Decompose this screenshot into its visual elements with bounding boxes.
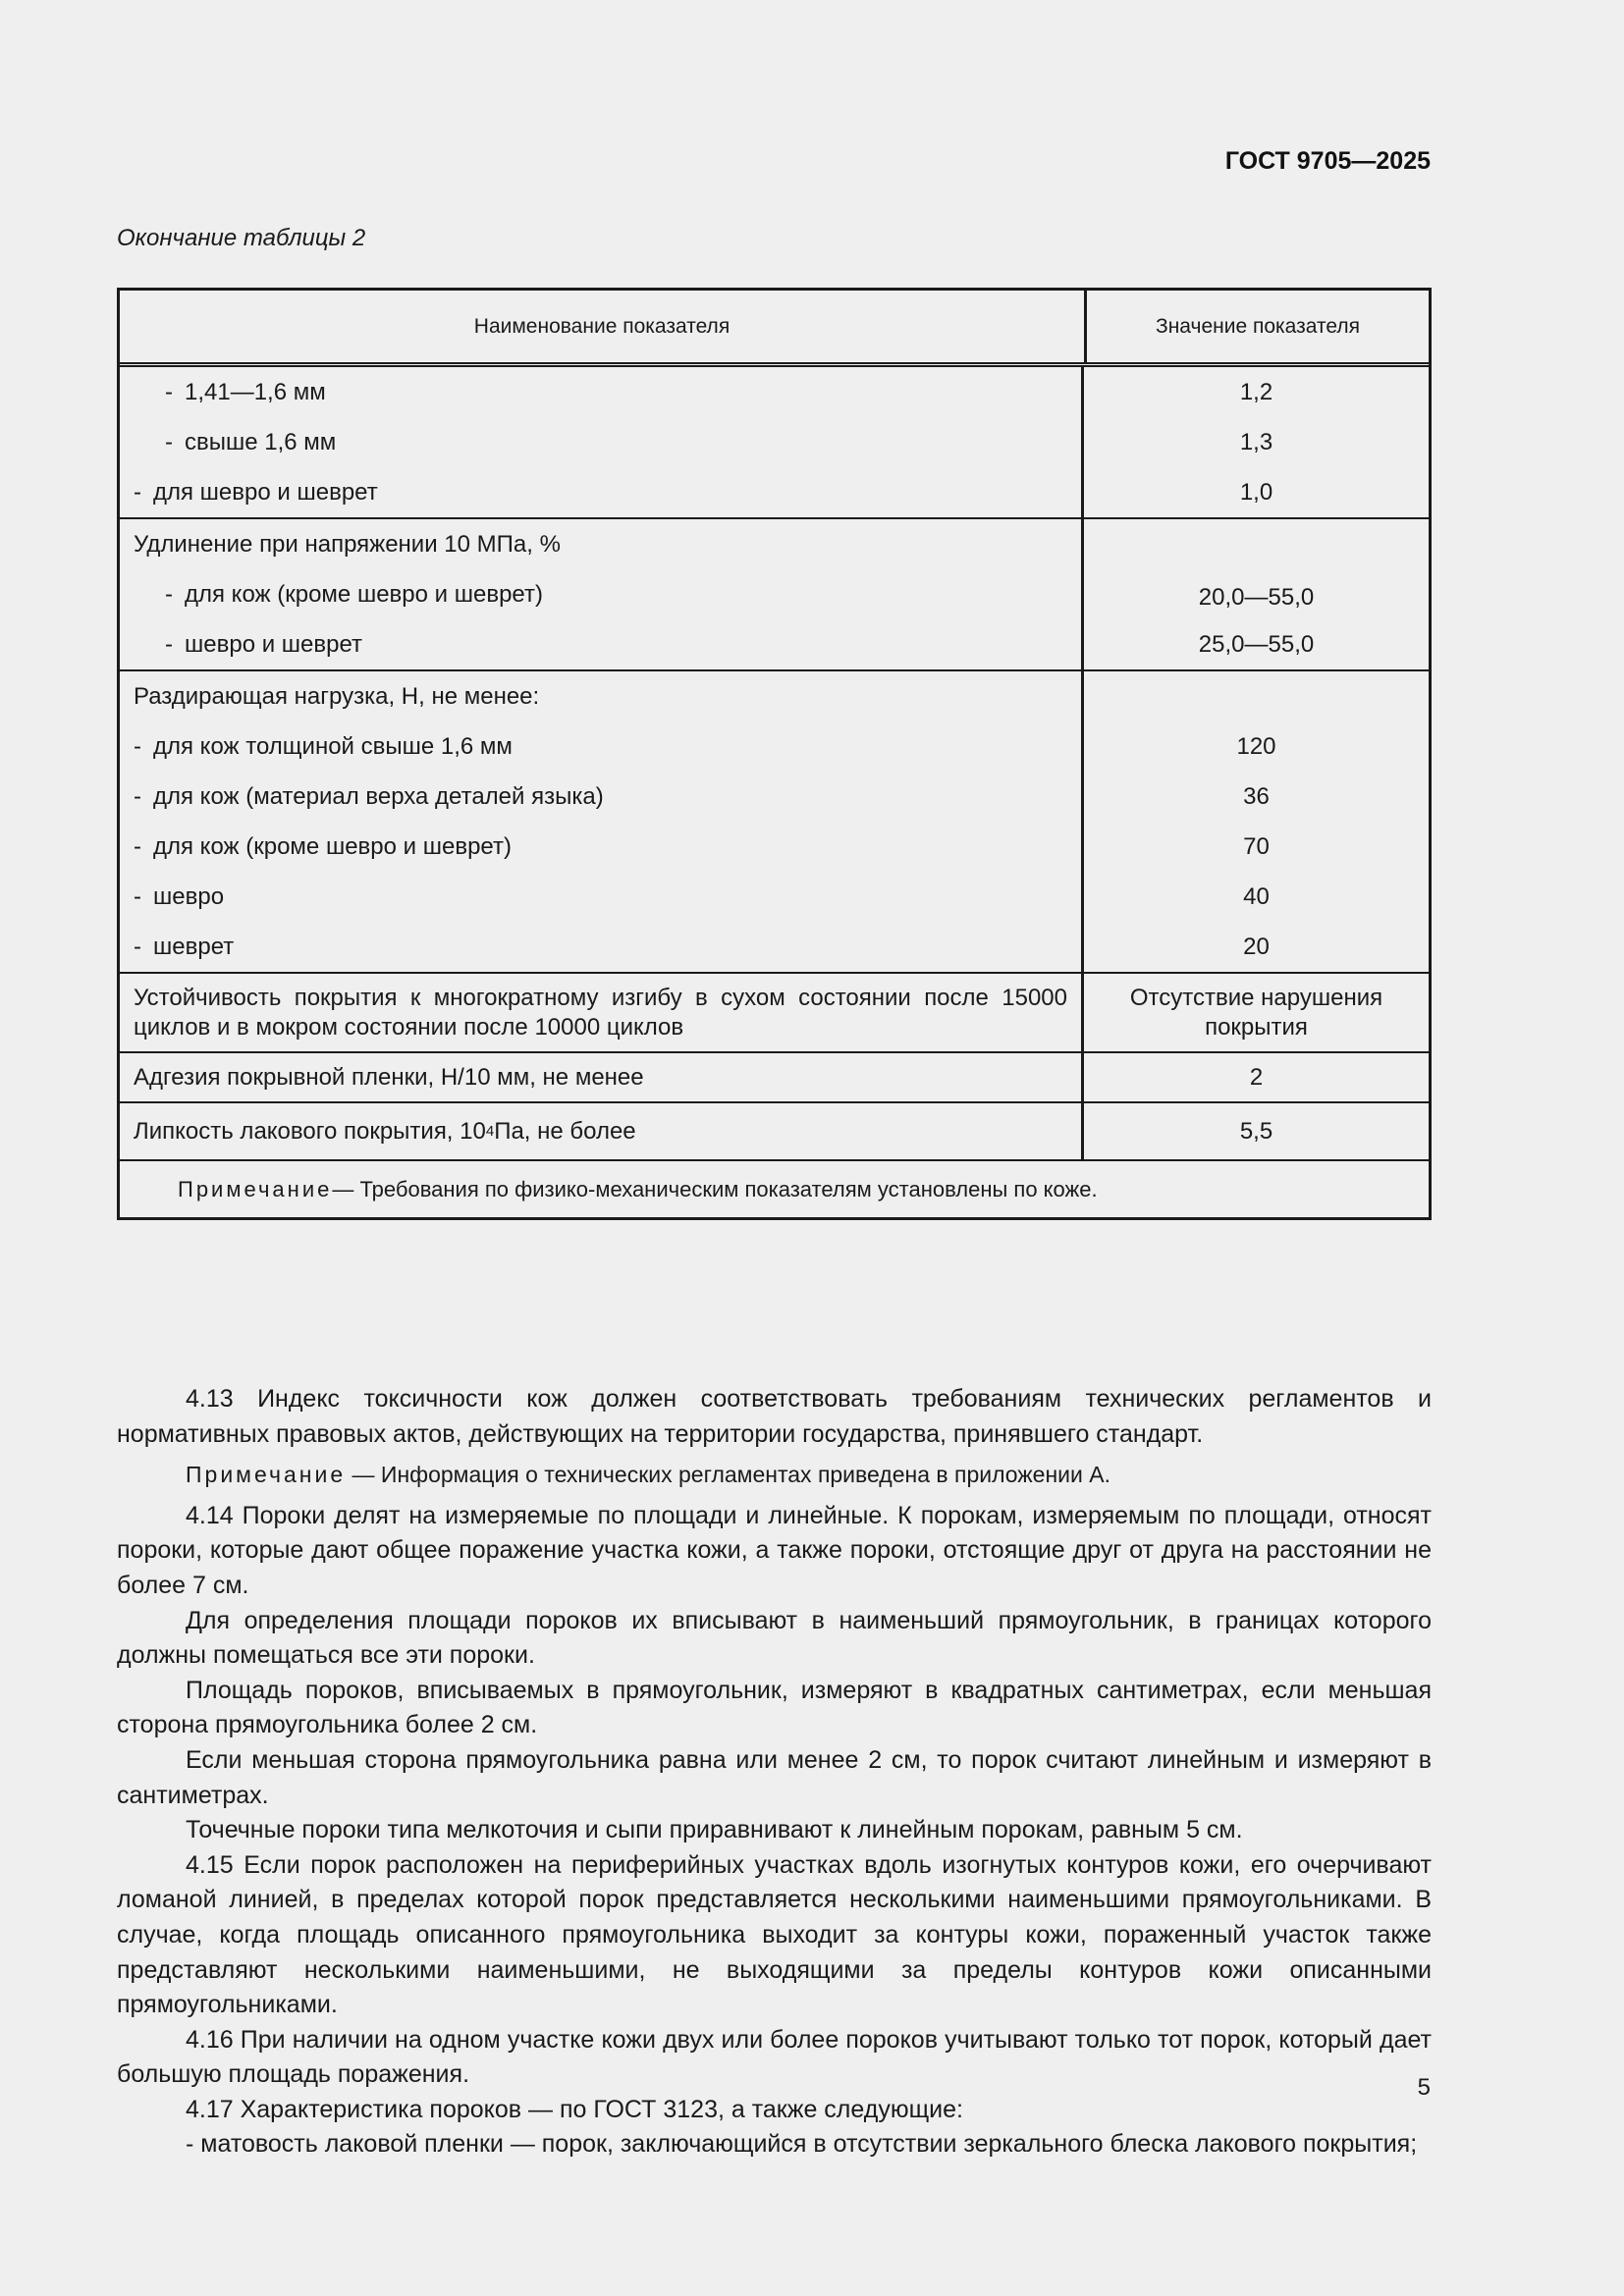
paragraph-4-14-e: Точечные пороки типа мелкоточия и сыпи приравнивают к линейным порокам, равным 5 см.: [186, 1816, 1243, 1844]
table-row: - свыше 1,6 мм: [165, 428, 337, 455]
table-cell-value: 5,5: [1239, 1117, 1273, 1145]
table-caption: Окончание таблицы 2: [117, 225, 366, 251]
note-technical-regulations: Примечание — Информация о технических регламентах приведена в приложении А.: [186, 1462, 1110, 1488]
table-cell-empty: [1084, 671, 1429, 721]
table-group-title: Удлинение при напряжении 10 МПа, %: [134, 530, 561, 558]
table-cell-value: 25,0—55,0: [1198, 630, 1315, 658]
table-cell-value: 1,3: [1239, 428, 1273, 455]
table-row: - шеврет: [134, 933, 235, 960]
table-group-elongation: [120, 519, 1429, 671]
body-text: [117, 1382, 1432, 2163]
column-header-value: Значение показателя: [1156, 314, 1360, 338]
table-group-tear-load: [120, 671, 1429, 974]
table-row: - шевро: [134, 882, 225, 910]
table-cell-value: 20,0—55,0: [1198, 583, 1315, 611]
table-cell-value: Отсутствие нарушения покрытия: [1129, 984, 1383, 1041]
table-group-adhesion: [120, 1053, 1429, 1103]
paragraph-4-13: 4.13 Индекс токсичности кож должен соответствовать требованиям технических регламентов и нормативных правовых актов, действующих на территории государства, принявшего стандарт.: [117, 1385, 1432, 1448]
table-cell-value: 20: [1243, 933, 1270, 960]
paragraph-4-14-c: Площадь пороков, вписываемых в прямоугольник, измеряют в квадратных сантиметрах, если меньшая сторона прямоугольника более 2 см.: [117, 1676, 1432, 1739]
paragraph-4-17: 4.17 Характеристика пороков — по ГОСТ 3123, а также следующие:: [186, 2095, 963, 2123]
table-row: - для кож (кроме шевро и шеврет): [165, 580, 543, 608]
paragraph-4-16: 4.16 При наличии на одном участке кожи двух или более пороков учитывают только тот порок, который дает большую площадь поражения.: [117, 2025, 1432, 2089]
table-cell-value: 1,2: [1239, 378, 1273, 405]
table-cell-value: 36: [1243, 782, 1270, 810]
table-row: - для кож толщиной свыше 1,6 мм: [134, 732, 513, 760]
paragraph-4-14-d: Если меньшая сторона прямоугольника равна или менее 2 см, то порок считают линейным и измеряют в сантиметрах.: [117, 1745, 1432, 1809]
table-note: Примечание — Требования по физико-механическим показателям установлены по коже.: [178, 1176, 1098, 1201]
table-row: - для кож (материал верха деталей языка): [134, 782, 604, 810]
table-cell-value: 70: [1243, 832, 1270, 860]
table-row: Липкость лакового покрытия, 10 4 Па, не более: [134, 1117, 636, 1145]
table-group-tackiness: [120, 1103, 1429, 1161]
paragraph-4-17-a: - матовость лаковой пленки — порок, заключающийся в отсутствии зеркального блеска лакового покрытия;: [186, 2130, 1418, 2159]
table-row: - шевро и шеврет: [165, 630, 363, 658]
table-group-thickness: [120, 367, 1429, 519]
paragraph-4-14: 4.14 Пороки делят на измеряемые по площади и линейные. К порокам, измеряемым по площади, относят пороки, которые дают общее поражение участка кожи, а также пороки, отстоящие друг от друга на расстоянии не более 7 см.: [117, 1501, 1432, 1599]
table-header-row: [120, 291, 1429, 367]
column-header-name: Наименование показателя: [120, 291, 1087, 362]
table-row: - 1,41—1,6 мм: [165, 378, 326, 405]
table-cell-value: 1,0: [1239, 478, 1273, 506]
table-group-coating-bend: [120, 974, 1429, 1053]
table-row: Адгезия покрывной пленки, Н/10 мм, не менее: [134, 1063, 644, 1091]
table-row: Устойчивость покрытия к многократному изгибу в сухом состоянии после 15000 циклов и в мокром состоянии после 10000 циклов: [134, 985, 1067, 1041]
indicators-table: [117, 288, 1432, 1220]
table-cell-value: 120: [1236, 732, 1276, 760]
table-row: - для шевро и шеврет: [134, 478, 378, 506]
table-cell-empty: [1084, 519, 1429, 569]
table-cell-value: 2: [1249, 1063, 1264, 1091]
page-number: 5: [1417, 2074, 1431, 2101]
standard-code: ГОСТ 9705—2025: [1224, 147, 1431, 175]
table-group-title: Раздирающая нагрузка, Н, не менее:: [134, 682, 540, 710]
paragraph-4-15: 4.15 Если порок расположен на периферийных участках вдоль изогнутых контуров кожи, его очерчивают ломаной линией, в пределах которой порок представляется несколькими наименьшими прямоугольниками. В случае, когда площадь описанного прямоугольника выходит за контуры кожи, пораженный участок также представляют несколькими наименьшими, не выходящими за пределы контуров кожи описанными прямоугольниками.: [117, 1850, 1432, 2019]
paragraph-4-14-b: Для определения площади пороков их вписывают в наименьший прямоугольник, в границах которого должны помещаться все эти пороки.: [117, 1606, 1432, 1670]
table-cell-value: 40: [1243, 882, 1270, 910]
table-row: - для кож (кроме шевро и шеврет): [134, 832, 512, 860]
